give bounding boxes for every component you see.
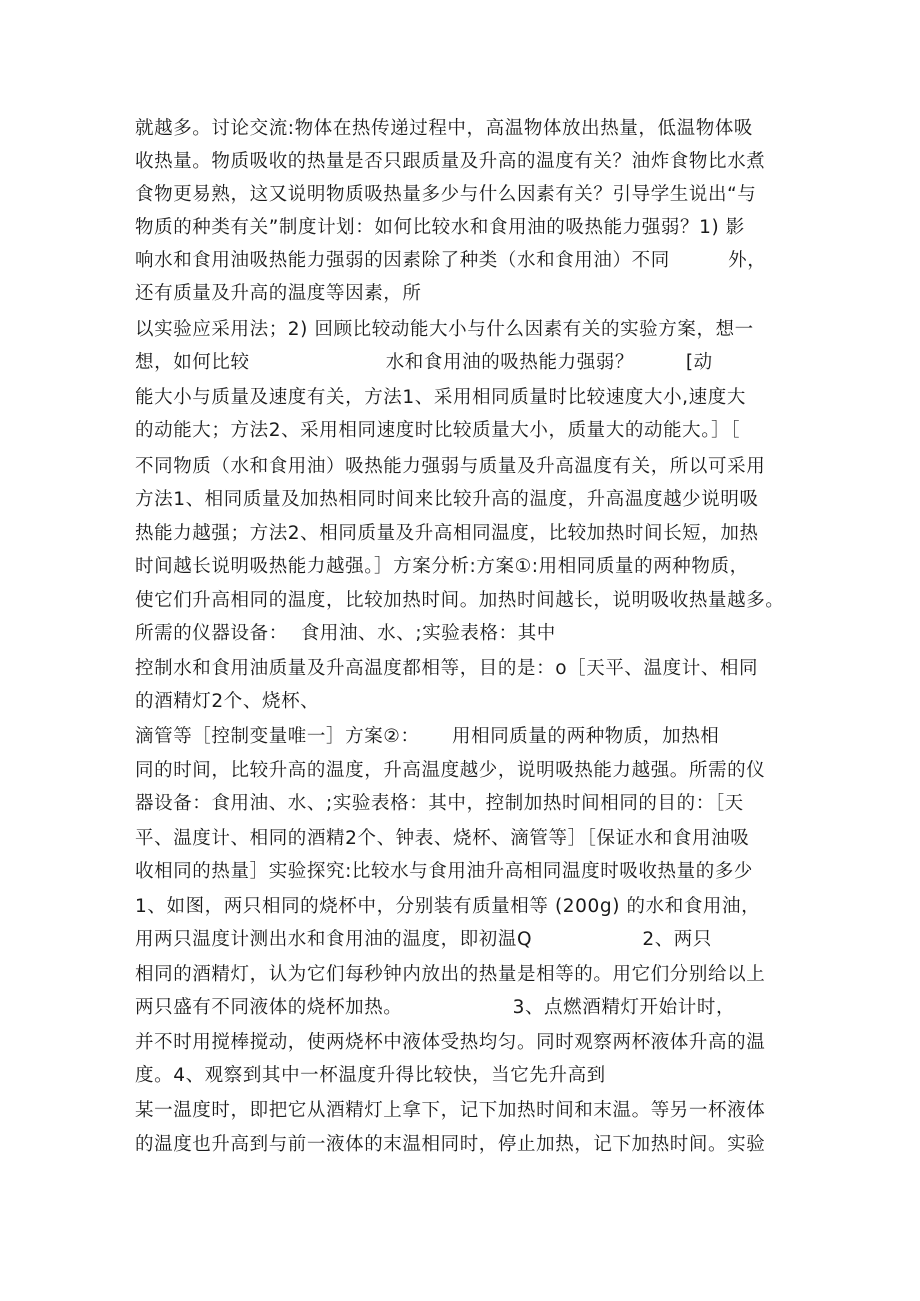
text-line: 1、如图，两只相同的烧杯中，分别装有质量相等 (200g) 的水和食用油， [135, 896, 761, 917]
text-line: 食物更易熟，这又说明物质吸热量多少与什么因素有关？引导学生说出“与 [135, 184, 757, 205]
text-line: 能大小与质量及速度有关，方法1、采用相同质量时比较速度大小,速度大 [135, 387, 746, 408]
text-line: 使它们升高相同的温度，比较加热时间。加热时间越长，说明吸收热量越多。 [135, 590, 785, 611]
text-line: 度。4、观察到其中一杯温度升得比较快，当它先升高到 [135, 1065, 606, 1086]
text-line: 收热量。物质吸收的热量是否只跟质量及升高的温度有关？油炸食物比水煮 [135, 151, 766, 172]
text-line: 收相同的热量］实验探究:比较水与食用油升高相同温度时吸收热量的多少 [135, 861, 754, 882]
text-line: 器设备：食用油、水、;实验表格：其中，控制加热时间相同的目的：［天 [135, 793, 744, 814]
text-line: 时间越长说明吸热能力越强。］方案分析:方案①:用相同质量的两种物质， [135, 556, 749, 577]
text-line: 就越多。讨论交流:物体在热传递过程中，高温物体放出热量，低温物体吸 [135, 118, 754, 139]
text-line: 还有质量及升高的温度等因素，所 [135, 283, 422, 304]
text-line: 想，如何比较 水和食用油的吸热能力强弱？ [动 [135, 352, 713, 373]
text-line: 物质的种类有关”制度计划：如何比较水和食用油的吸热能力强弱？1) 影 [135, 217, 745, 238]
text-line: 平、温度计、相同的酒精2个、钟表、烧杯、滴管等］［保证水和食用油吸 [135, 828, 750, 849]
text-line: 的动能大；方法2、采用相同速度时比较质量大小，质量大的动能大。］［ [135, 420, 741, 441]
text-line: 的酒精灯2个、烧杯、 [135, 691, 320, 712]
text-line: 热能力越强；方法2、相同质量及升高相同温度，比较加热时间长短，加热 [135, 523, 759, 544]
text-line: 某一温度时，即把它从酒精灯上拿下，记下加热时间和末温。等另一杯液体 [135, 1100, 766, 1121]
text-line: 相同的酒精灯，认为它们每秒钟内放出的热量是相等的。用它们分别给以上 [135, 964, 766, 985]
text-line: 不同物质（水和食用油）吸热能力强弱与质量及升高温度有关，所以可采用 [135, 456, 766, 477]
text-line: 并不时用搅棒搅动，使两烧杯中液体受热均匀。同时观察两杯液体升高的温 [135, 1032, 766, 1053]
text-line: 所需的仪器设备： 食用油、水、;实验表格：其中 [135, 623, 556, 644]
text-line: 两只盛有不同液体的烧杯加热。 3、点燃酒精灯开始计时， [135, 997, 736, 1018]
text-line: 方法1、相同质量及加热相同时间来比较升高的温度，升高温度越少说明吸 [135, 489, 759, 510]
text-line: 控制水和食用油质量及升高温度都相等，目的是：o［天平、温度计、相同 [135, 658, 759, 679]
text-line: 的温度也升高到与前一液体的末温相同时，停止加热，记下加热时间。实验 [135, 1134, 766, 1155]
text-line: 同的时间，比较升高的温度，升高温度越少，说明吸热能力越强。所需的仪 [135, 760, 766, 781]
text-line: 滴管等［控制变量唯一］方案②： 用相同质量的两种物质，加热相 [135, 726, 720, 747]
text-line: 以实验应采用法；2) 回顾比较动能大小与什么因素有关的实验方案，想一 [135, 319, 754, 340]
text-line: 用两只温度计测出水和食用油的温度，即初温Q 2、两只 [135, 929, 713, 950]
text-line: 响水和食用油吸热能力强弱的因素除了种类（水和食用油）不同 外， [135, 250, 767, 271]
